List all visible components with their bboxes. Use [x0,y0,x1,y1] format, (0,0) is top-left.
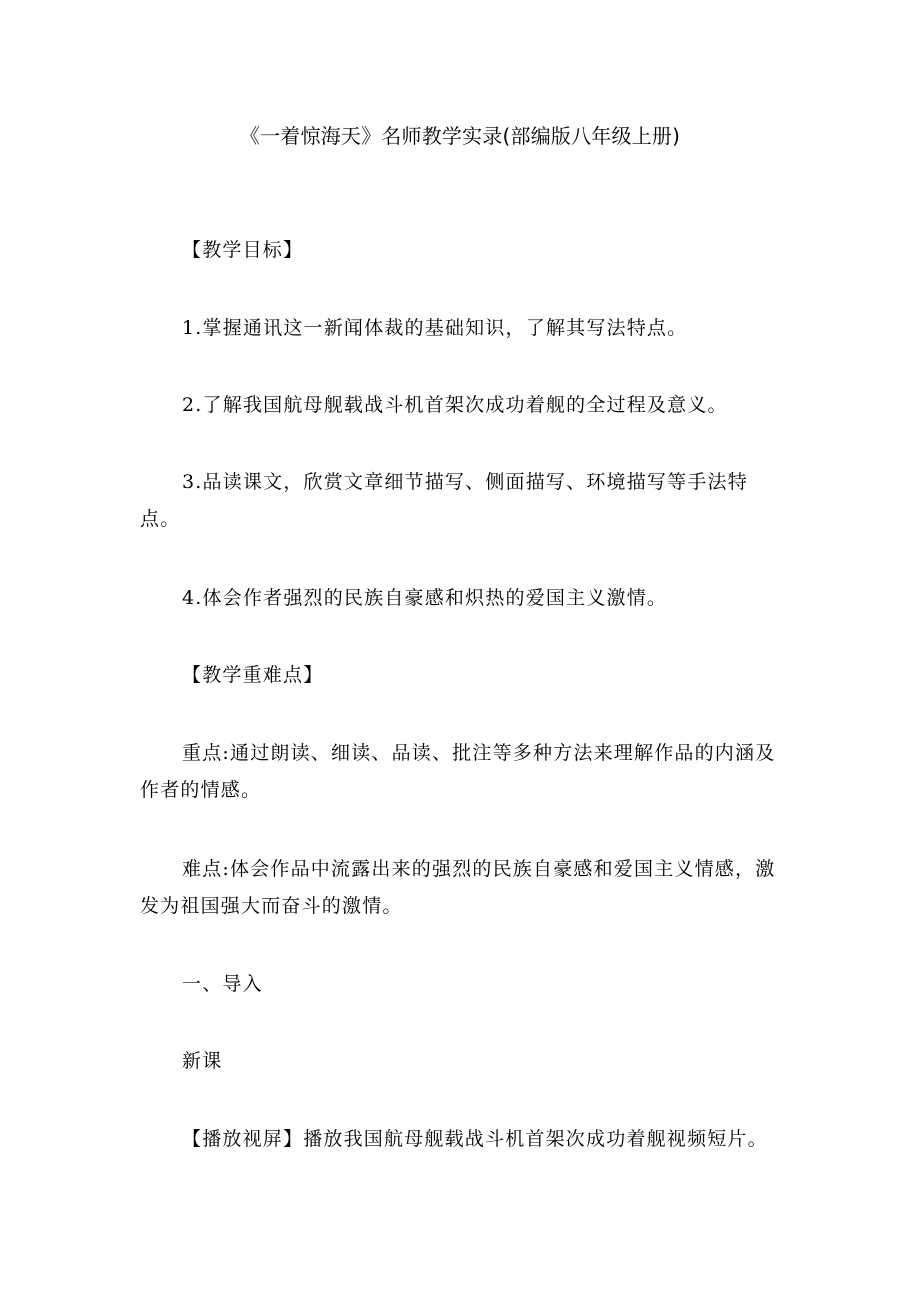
goal-item-2: 2.了解我国航母舰载战斗机首架次成功着舰的全过程及意义。 [182,394,728,416]
section-heading-introduction: 一、导入 [182,973,263,995]
play-video-paragraph: 【播放视屏】播放我国航母舰载战斗机首架次成功着舰视频短片。 [182,1128,768,1150]
goal-item-1: 1.掌握通讯这一新闻体裁的基础知识，了解其写法特点。 [182,317,688,339]
goal-item-3: 3.品读课文，欣赏文章细节描写、侧面描写、环境描写等手法特点。 [140,471,748,530]
new-lesson-label: 新课 [182,1050,223,1072]
document-title: 《一着惊海天》名师教学实录(部编版八年级上册) [239,124,681,148]
difficulty-paragraph: 难点:体会作品中流露出来的强烈的民族自豪感和爱国主义情感，激发为祖国强大而奋斗的激情。 [140,858,776,917]
section-heading-key-difficulties: 【教学重难点】 [182,664,324,686]
goal-item-4: 4.体会作者强烈的民族自豪感和炽热的爱国主义激情。 [182,587,668,609]
key-point-paragraph: 重点:通过朗读、细读、品读、批注等多种方法来理解作品的内涵及作者的情感。 [140,742,776,801]
section-heading-teaching-goals: 【教学目标】 [182,239,304,261]
